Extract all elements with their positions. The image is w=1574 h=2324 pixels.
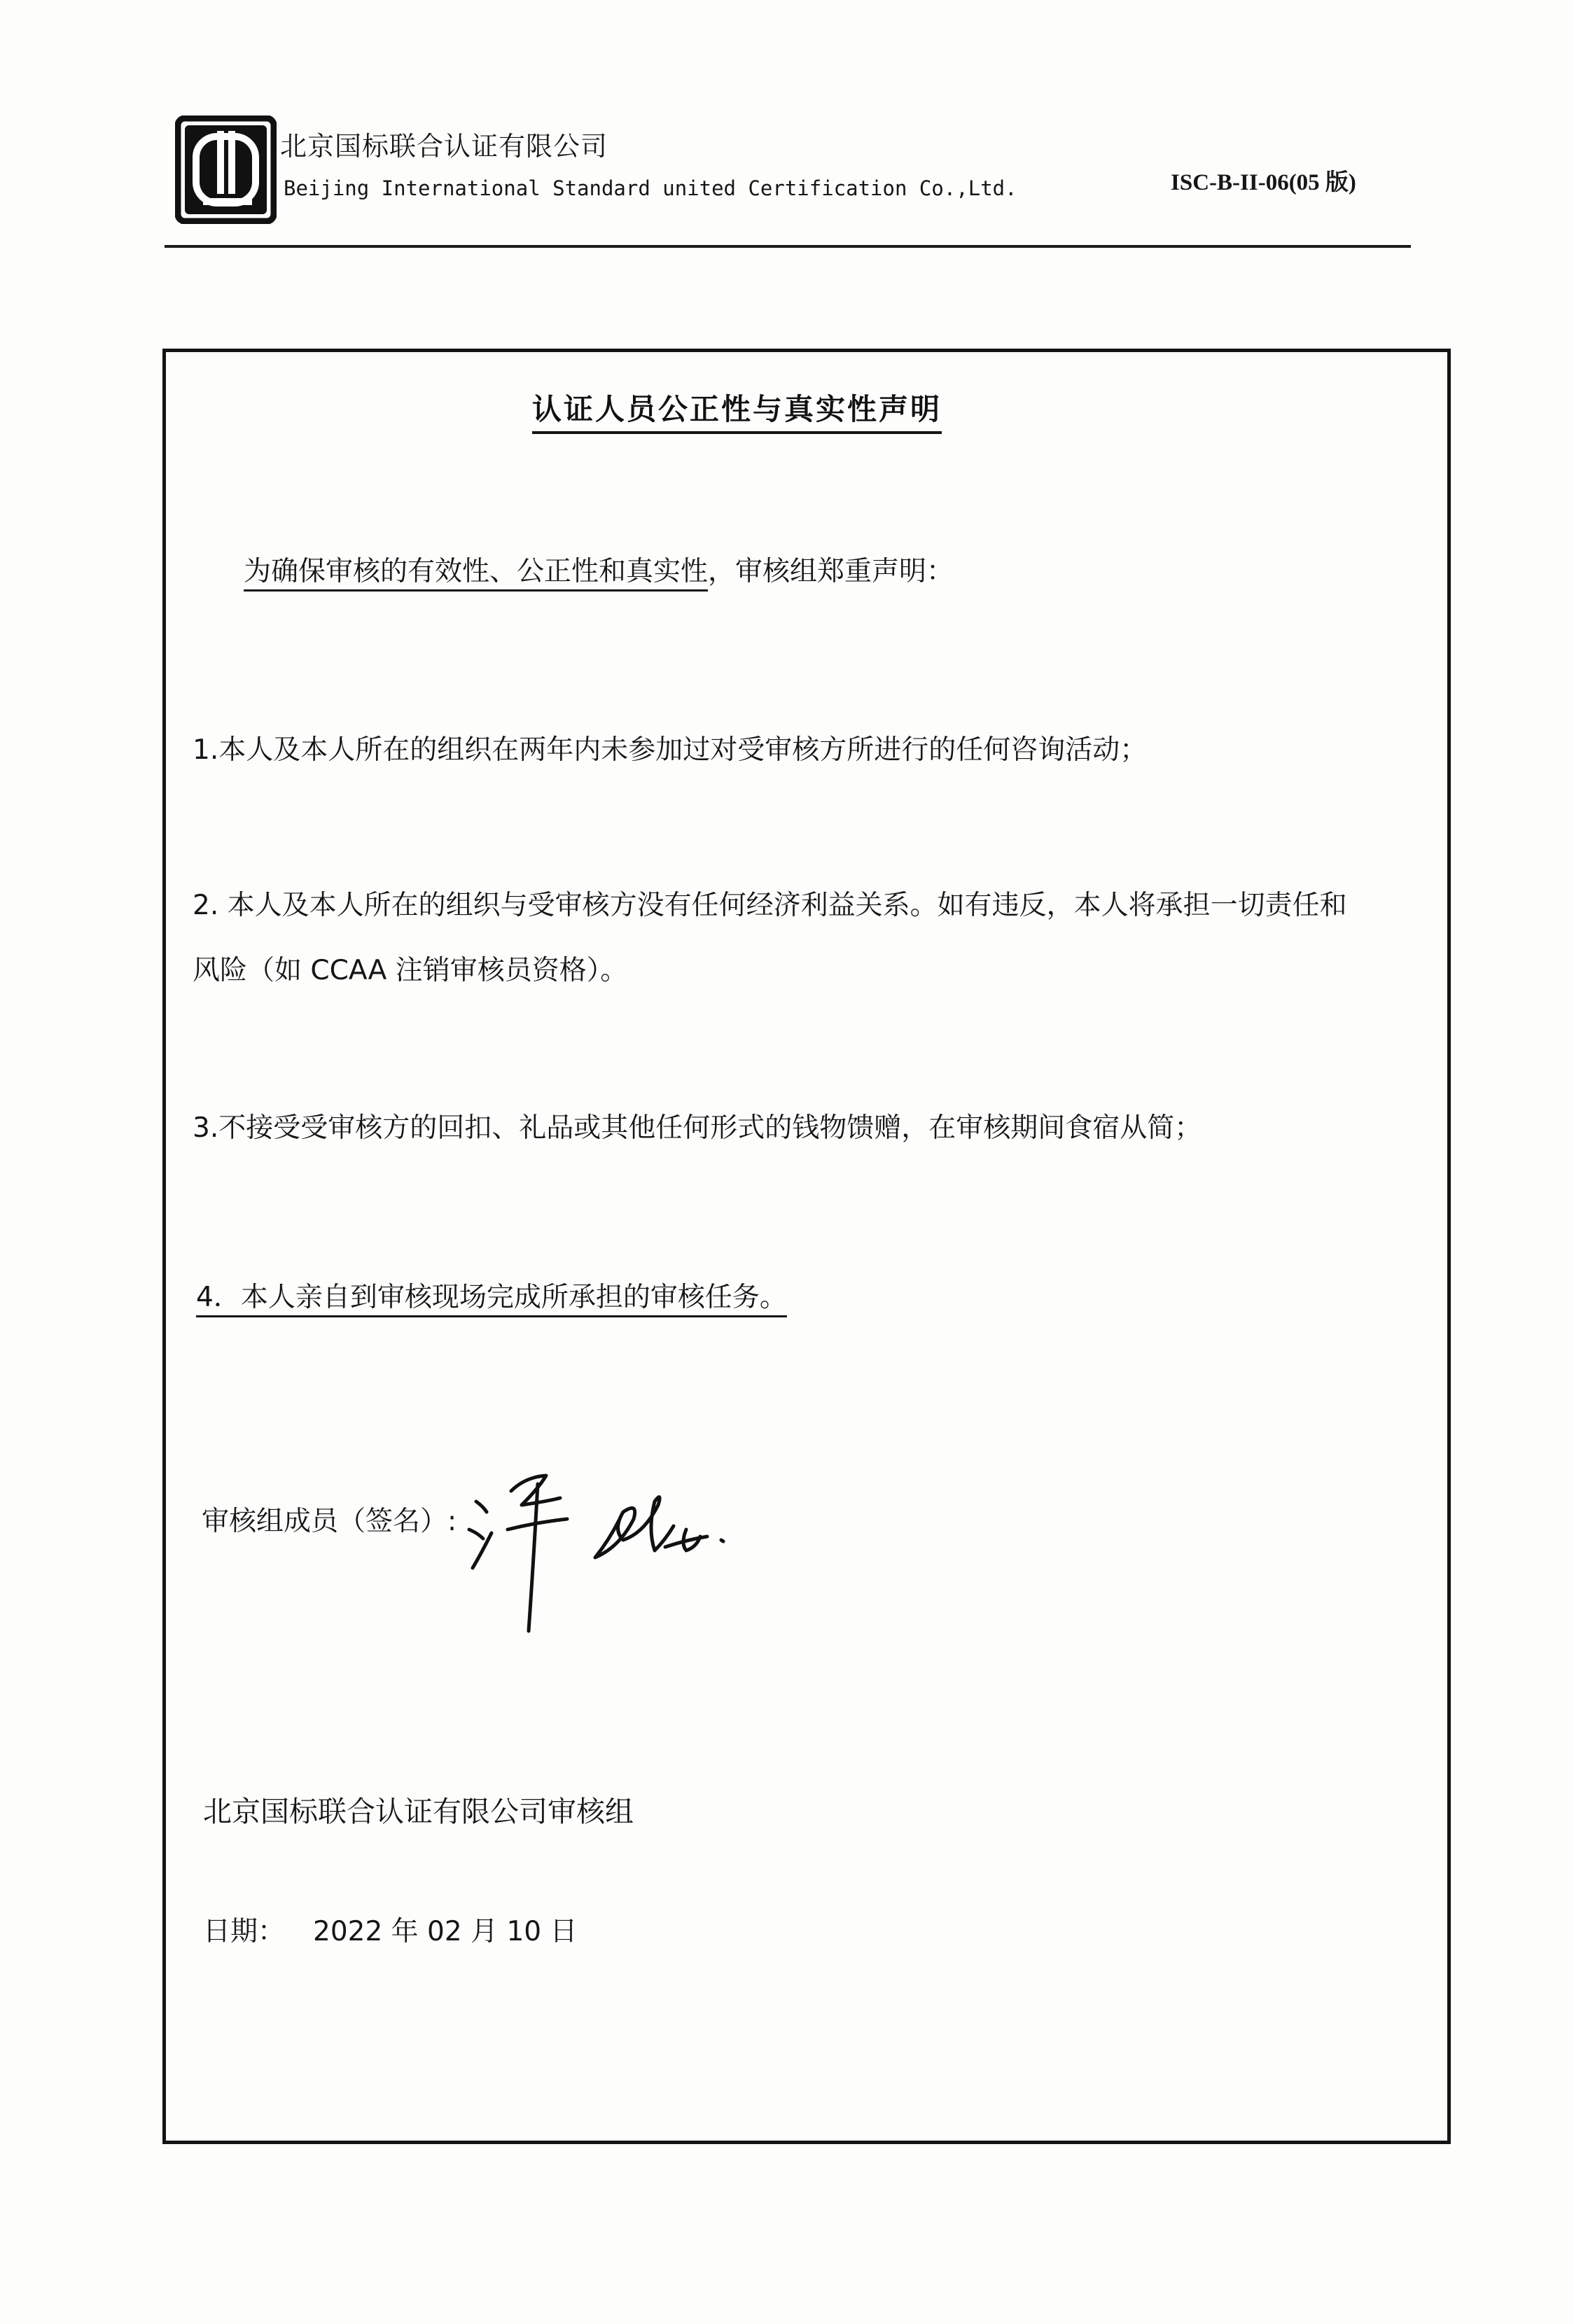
date-label: 日期： [203,1916,286,1947]
handwritten-signature [455,1463,749,1645]
declaration-intro [244,550,954,589]
declaration-frame [162,349,1451,2144]
declaration-item-3: 3.不接受受审核方的回扣、礼品或其他任何形式的钱物馈赠，在审核期间食宿从简； [193,1112,1202,1144]
company-name-cn: 北京国标联合认证有限公司 [280,131,608,162]
document-code: ISC-B-II-06(05 版) [1171,170,1356,195]
date-row [203,1910,578,1949]
declaration-item-4 [196,1275,787,1315]
declaration-item-4-text: 4．本人亲自到审核现场完成所承担的审核任务。 [196,1282,787,1317]
intro-underlined-text: 为确保审核的有效性、公正性和真实性 [244,556,708,592]
declaration-item-2: 2. 本人及本人所在的组织与受审核方没有任何经济利益关系。如有违反，本人将承担一切责任和 [193,890,1347,921]
signature-label: 审核组成员（签名）: [202,1506,457,1537]
header-divider [165,245,1411,248]
date-value: 2022 年 02 月 10 日 [313,1916,578,1947]
declaration-title: 认证人员公正性与真实性声明 [532,386,942,434]
declaration-item-2-continued: 风险（如 CCAA 注销审核员资格）。 [193,955,628,986]
company-logo-icon [175,115,277,224]
audit-team-org: 北京国标联合认证有限公司审核组 [203,1795,634,1828]
intro-rest-text: ，审核组郑重声明： [708,556,954,587]
company-name-en: Beijing International Standard united Certification Co.,Ltd. [284,176,1017,200]
declaration-item-1: 1.本人及本人所在的组织在两年内未参加过对受审核方所进行的任何咨询活动； [193,734,1148,766]
